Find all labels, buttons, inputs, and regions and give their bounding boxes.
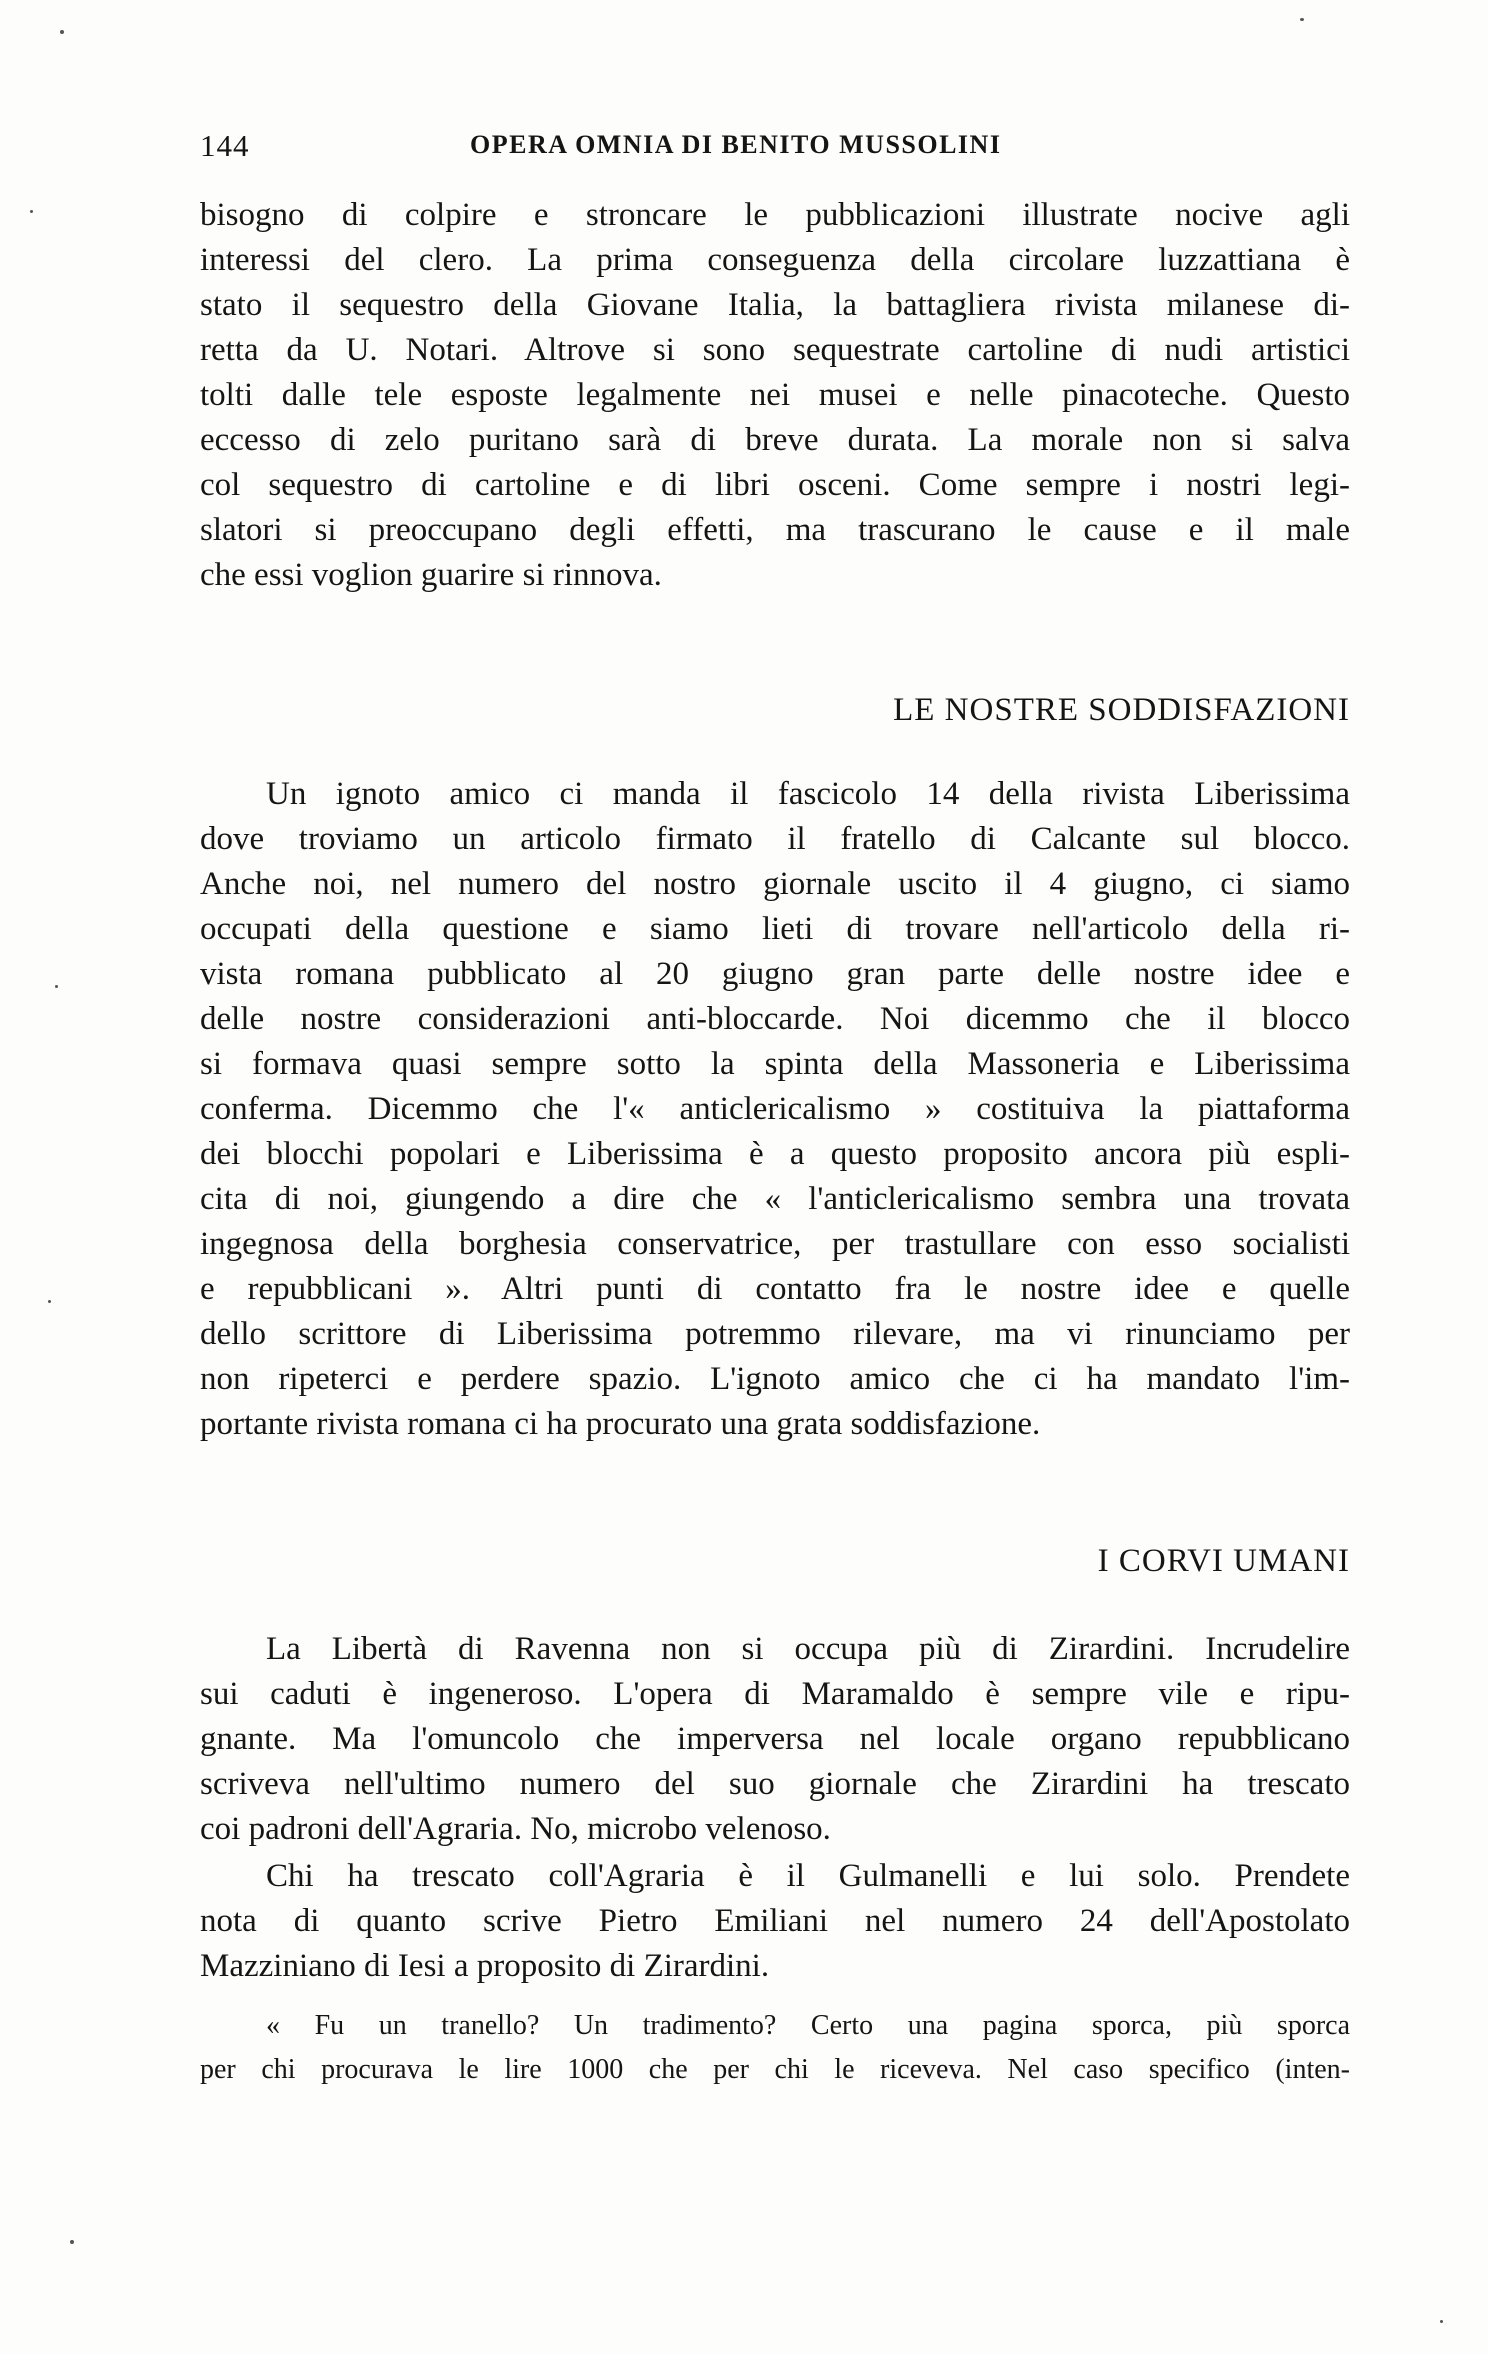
text-line: stato il sequestro della Giovane Italia, la battagliera rivista milanese di- — [200, 287, 1350, 323]
text-line: Un ignoto amico ci manda il fascicolo 14 della rivista Liberissima — [266, 776, 1350, 812]
text-line: Mazziniano di Iesi a proposito di Zirardini. — [200, 1948, 770, 1984]
text-line: dove troviamo un articolo firmato il fratello di Calcante sul blocco. — [200, 821, 1350, 857]
section-heading-corvi-umani: I CORVI UMANI — [1097, 1543, 1350, 1579]
section-heading-soddisfazioni: LE NOSTRE SODDISFAZIONI — [893, 692, 1350, 728]
text-line: gnante. Ma l'omuncolo che imperversa nel locale organo repubblicano — [200, 1721, 1350, 1757]
text-line: interessi del clero. La prima conseguenza della circolare luzzattiana è — [200, 242, 1350, 278]
scan-speck — [1300, 18, 1304, 21]
text-line: nota di quanto scrive Pietro Emiliani nel numero 24 dell'Apostolato — [200, 1903, 1350, 1939]
text-line: conferma. Dicemmo che l'« anticlericalismo » costituiva la piattaforma — [200, 1091, 1350, 1127]
text-line: slatori si preoccupano degli effetti, ma trascurano le cause e il male — [200, 512, 1350, 548]
scan-speck — [30, 210, 33, 213]
text-line: Chi ha trescato coll'Agraria è il Gulmanelli e lui solo. Prendete — [266, 1858, 1350, 1894]
quote-line: per chi procurava le lire 1000 che per chi le riceveva. Nel caso specifico (inten- — [200, 2054, 1350, 2085]
text-line: retta da U. Notari. Altrove si sono sequestrate cartoline di nudi artistici — [200, 332, 1350, 368]
section-2-paragraph-1 — [200, 1627, 1350, 1852]
scan-speck — [1440, 2320, 1443, 2323]
text-line: portante rivista romana ci ha procurato una grata soddisfazione. — [200, 1406, 1041, 1442]
text-line: sui caduti è ingeneroso. L'opera di Maramaldo è sempre vile e ripu- — [200, 1676, 1350, 1712]
text-line: col sequestro di cartoline e di libri osceni. Come sempre i nostri legi- — [200, 467, 1350, 503]
scan-speck — [60, 30, 64, 34]
text-line: scriveva nell'ultimo numero del suo giornale che Zirardini ha trescato — [200, 1766, 1350, 1802]
text-line: La Libertà di Ravenna non si occupa più di Zirardini. Incrudelire — [266, 1631, 1350, 1667]
text-line: vista romana pubblicato al 20 giugno gran parte delle nostre idee e — [200, 956, 1350, 992]
text-line: occupati della questione e siamo lieti di trovare nell'articolo della ri- — [200, 911, 1350, 947]
quotation — [200, 2004, 1350, 2092]
text-line: ingegnosa della borghesia conservatrice, per trastullare con esso socialisti — [200, 1226, 1350, 1262]
text-line: dello scrittore di Liberissima potremmo rilevare, ma vi rinunciamo per — [200, 1316, 1350, 1352]
running-title: OPERA OMNIA DI BENITO MUSSOLINI — [470, 130, 1002, 159]
scan-speck — [48, 1300, 51, 1303]
scan-speck — [55, 985, 58, 988]
text-line: coi padroni dell'Agraria. No, microbo velenoso. — [200, 1811, 831, 1847]
intro-paragraph — [200, 193, 1350, 598]
quote-line: « Fu un tranello? Un tradimento? Certo una pagina sporca, più sporca — [266, 2010, 1350, 2041]
page-number: 144 — [200, 128, 250, 163]
text-line: eccesso di zelo puritano sarà di breve durata. La morale non si salva — [200, 422, 1350, 458]
text-line: tolti dalle tele esposte legalmente nei musei e nelle pinacoteche. Questo — [200, 377, 1350, 413]
text-line: bisogno di colpire e stroncare le pubblicazioni illustrate nocive agli — [200, 197, 1350, 233]
scan-speck — [70, 2240, 74, 2244]
text-line: Anche noi, nel numero del nostro giornale uscito il 4 giugno, ci siamo — [200, 866, 1350, 902]
text-line: si formava quasi sempre sotto la spinta della Massoneria e Liberissima — [200, 1046, 1350, 1082]
text-line: delle nostre considerazioni anti-bloccarde. Noi dicemmo che il blocco — [200, 1001, 1350, 1037]
text-line: non ripeterci e perdere spazio. L'ignoto amico che ci ha mandato l'im- — [200, 1361, 1350, 1397]
running-head — [200, 128, 1350, 168]
section-2-paragraph-2 — [200, 1854, 1350, 1989]
text-line: e repubblicani ». Altri punti di contatto fra le nostre idee e quelle — [200, 1271, 1350, 1307]
text-line: che essi voglion guarire si rinnova. — [200, 557, 662, 593]
section-1-paragraph — [200, 772, 1350, 1447]
text-line: dei blocchi popolari e Liberissima è a questo proposito ancora più espli- — [200, 1136, 1350, 1172]
text-line: cita di noi, giungendo a dire che « l'anticlericalismo sembra una trovata — [200, 1181, 1350, 1217]
